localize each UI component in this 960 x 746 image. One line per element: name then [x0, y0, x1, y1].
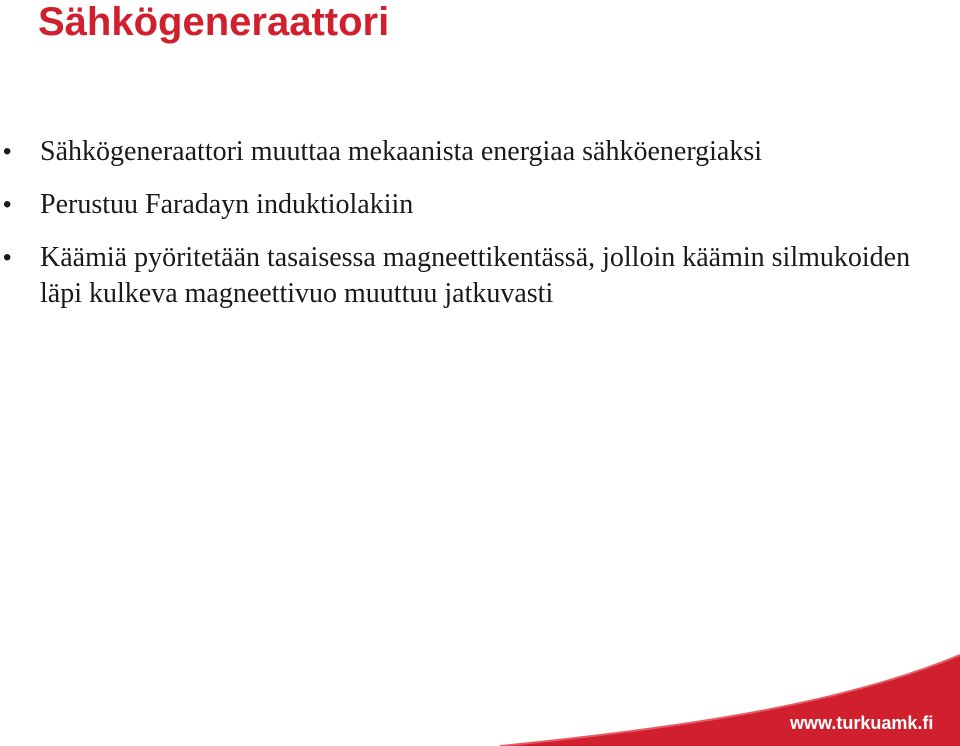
- bullet-text: Käämiä pyöritetään tasaisessa magneettikentässä, jolloin käämin silmukoiden läpi kulkeva magneettivuo muuttuu jatkuvasti: [40, 242, 911, 309]
- bullet-marker: •: [3, 191, 12, 218]
- bullet-marker: •: [3, 244, 12, 271]
- bullet-marker: •: [3, 138, 12, 165]
- bullet-text: Sähkögeneraattori muuttaa mekaanista energiaa sähköenergiaksi: [40, 136, 763, 167]
- footer-url: www.turkuamk.fi: [790, 713, 934, 733]
- bullet-text: Perustuu Faradayn induktiolakiin: [40, 189, 414, 220]
- slide-title: Sähkögeneraattori: [38, 0, 390, 44]
